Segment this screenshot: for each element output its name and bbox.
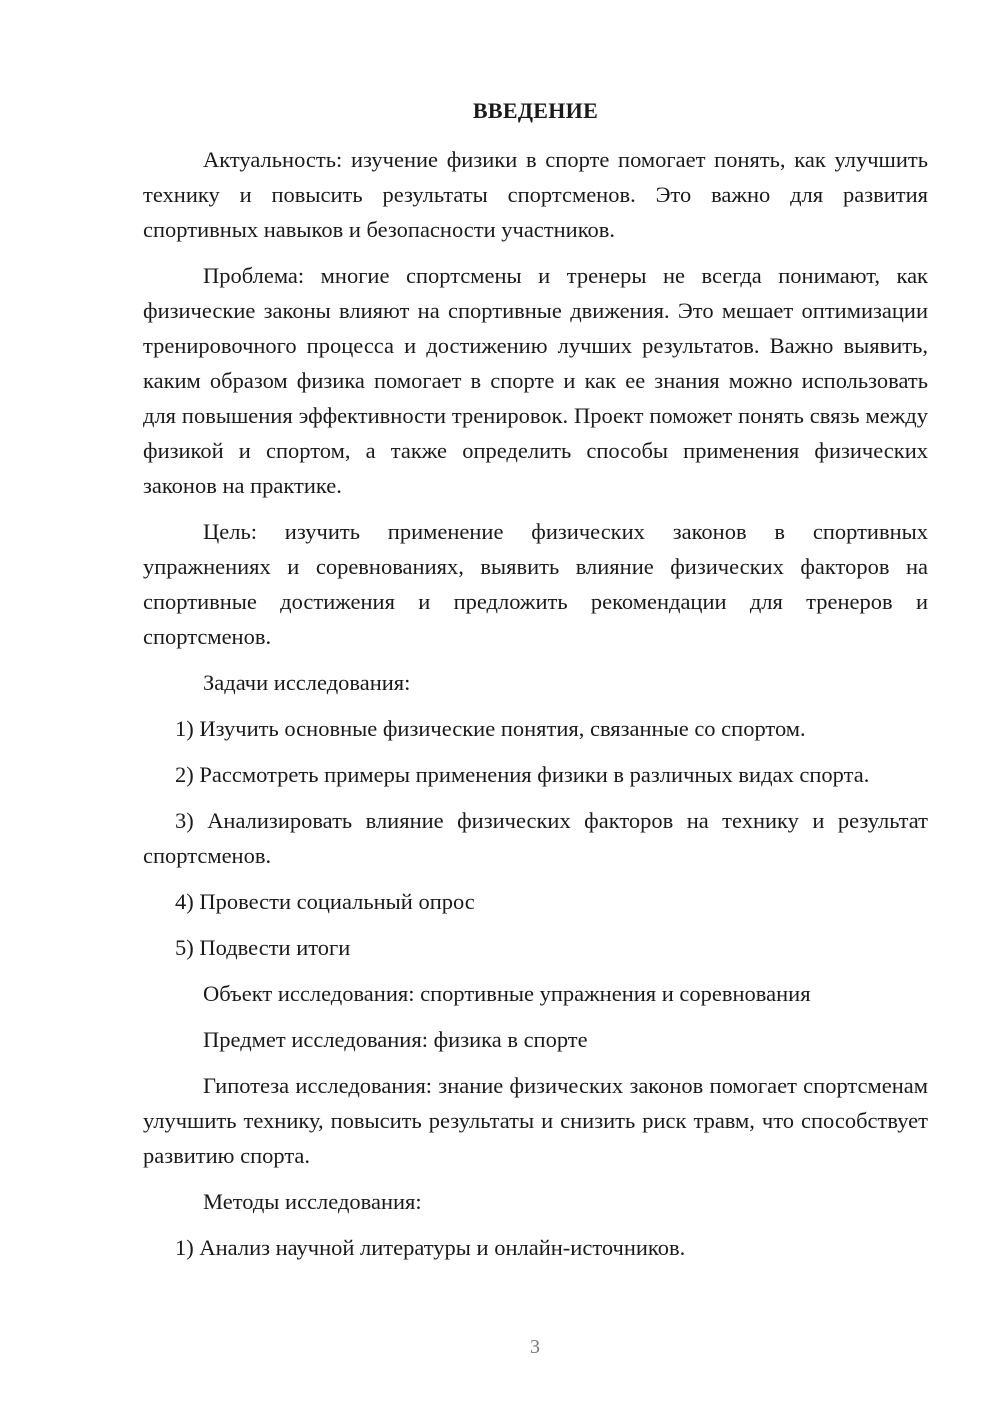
research-subject: Предмет исследования: физика в спорте (203, 1027, 588, 1052)
task-item-1: 1) Изучить основные физические понятия, связанные со спортом. (175, 716, 806, 741)
research-hypothesis: Гипотеза исследования: знание физических законов помогает спортсменам улучшить технику, повысить результаты и снизить риск травм, что способствует развитию спорта. (143, 1073, 928, 1168)
task-item-5: 5) Подвести итоги (175, 935, 351, 960)
method-item-1: 1) Анализ научной литературы и онлайн-источников. (175, 1235, 686, 1260)
paragraph-relevance: Актуальность: изучение физики в спорте помогает понять, как улучшить технику и повысить результаты спортсменов. Это важно для развития спортивных навыков и безопасности участников. (143, 147, 928, 242)
research-object: Объект исследования: спортивные упражнения и соревнования (203, 981, 811, 1006)
section-title: ВВЕДЕНИЕ (472, 98, 599, 123)
paragraph-problem: Проблема: многие спортсмены и тренеры не всегда понимают, как физические законы влияют на спортивные движения. Это мешает оптимизации тренировочного процесса и достижению лучших результатов. Важно выявить, каким образом физика помогает в спорте и как ее знания можно использовать для повышения эффективности тренировок. Проект поможет понять связь между физикой и спортом, а также определить способы применения физических законов на практике. (143, 263, 928, 498)
methods-heading: Методы исследования: (203, 1189, 422, 1214)
page-number: 3 (530, 1336, 540, 1358)
tasks-heading: Задачи исследования: (203, 670, 411, 695)
task-item-2: 2) Рассмотреть примеры применения физики в различных видах спорта. (175, 762, 870, 787)
task-item-4: 4) Провести социальный опрос (175, 889, 475, 914)
task-item-3: 3) Анализировать влияние физических факторов на технику и результат спортсменов. (143, 808, 928, 868)
paragraph-goal: Цель: изучить применение физических законов в спортивных упражнениях и соревнованиях, выявить влияние физических факторов на спортивные достижения и предложить рекомендации для тренеров и спортсменов. (143, 519, 928, 649)
document-body (143, 142, 928, 1265)
